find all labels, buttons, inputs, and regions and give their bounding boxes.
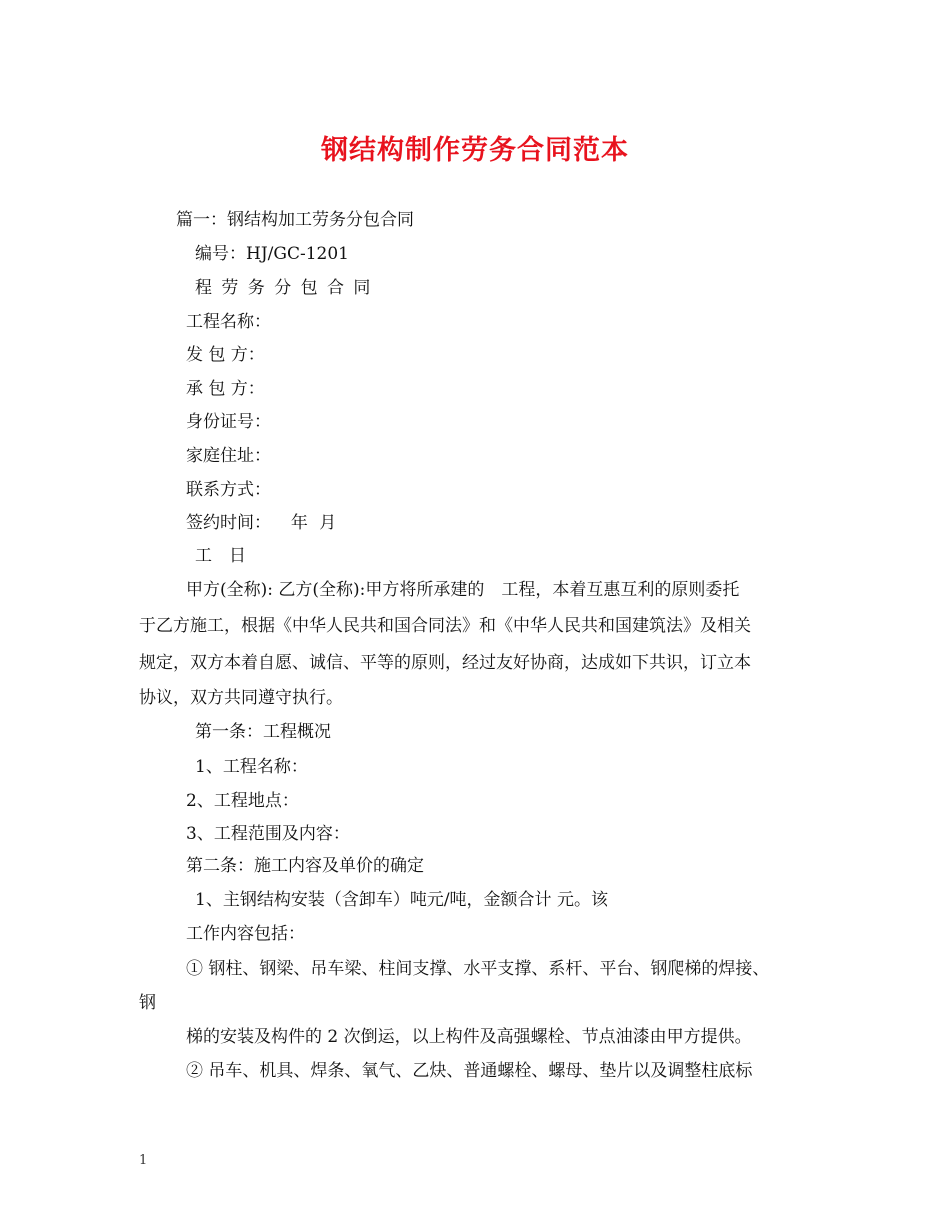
paragraph-line: 甲方(全称): 乙方(全称):甲方将所承建的 工程，本着互惠互利的原则委托 [186,580,740,600]
list-item: 1、工程名称： [195,757,308,777]
document-title: 钢结构制作劳务合同范本 [321,135,629,166]
field-project-name: 工程名称： [186,312,271,332]
paragraph-line: 工作内容包括： [186,924,305,944]
field-sign-date: 签约时间： 年 月 [186,513,337,533]
list-item: 1、主钢结构安装（含卸车）吨元/吨，金额合计 元。该 [195,890,608,910]
list-item: 3、工程范围及内容： [186,824,350,844]
article-heading: 第二条：施工内容及单价的确定 [186,856,424,876]
field-id-number: 身份证号： [186,412,271,432]
field-sign-day: 工 日 [195,546,246,566]
contract-number: 编号：HJ/GC-1201 [195,244,349,264]
field-contractor: 承 包 方： [186,379,265,399]
paragraph-line: 钢 [139,993,156,1013]
field-employer: 发 包 方： [186,345,265,365]
section-heading: 篇一：钢结构加工劳务分包合同 [176,210,414,230]
article-heading: 第一条：工程概况 [195,722,331,742]
paragraph-line: 梯的安装及构件的 2 次倒运，以上构件及高强螺栓、节点油漆由甲方提供。 [186,1027,752,1047]
page-number: 1 [139,1153,148,1168]
paragraph-line: ① 钢柱、钢梁、吊车梁、柱间支撑、水平支撑、系杆、平台、钢爬梯的焊接、 [186,959,770,979]
paragraph-line: 规定，双方本着自愿、诚信、平等的原则，经过友好协商，达成如下共识，订立本 [139,653,751,673]
field-contact: 联系方式： [186,480,271,500]
list-item: 2、工程地点： [186,791,299,811]
field-address: 家庭住址： [186,446,271,466]
paragraph-line: 于乙方施工，根据《中华人民共和国合同法》和《中华人民共和国建筑法》及相关 [139,616,751,636]
contract-subtitle: 程 劳 务 分 包 合 同 [195,278,371,298]
paragraph-line: 协议，双方共同遵守执行。 [139,688,343,708]
paragraph-line: ② 吊车、机具、焊条、氧气、乙炔、普通螺栓、螺母、垫片以及调整柱底标 [186,1061,753,1081]
